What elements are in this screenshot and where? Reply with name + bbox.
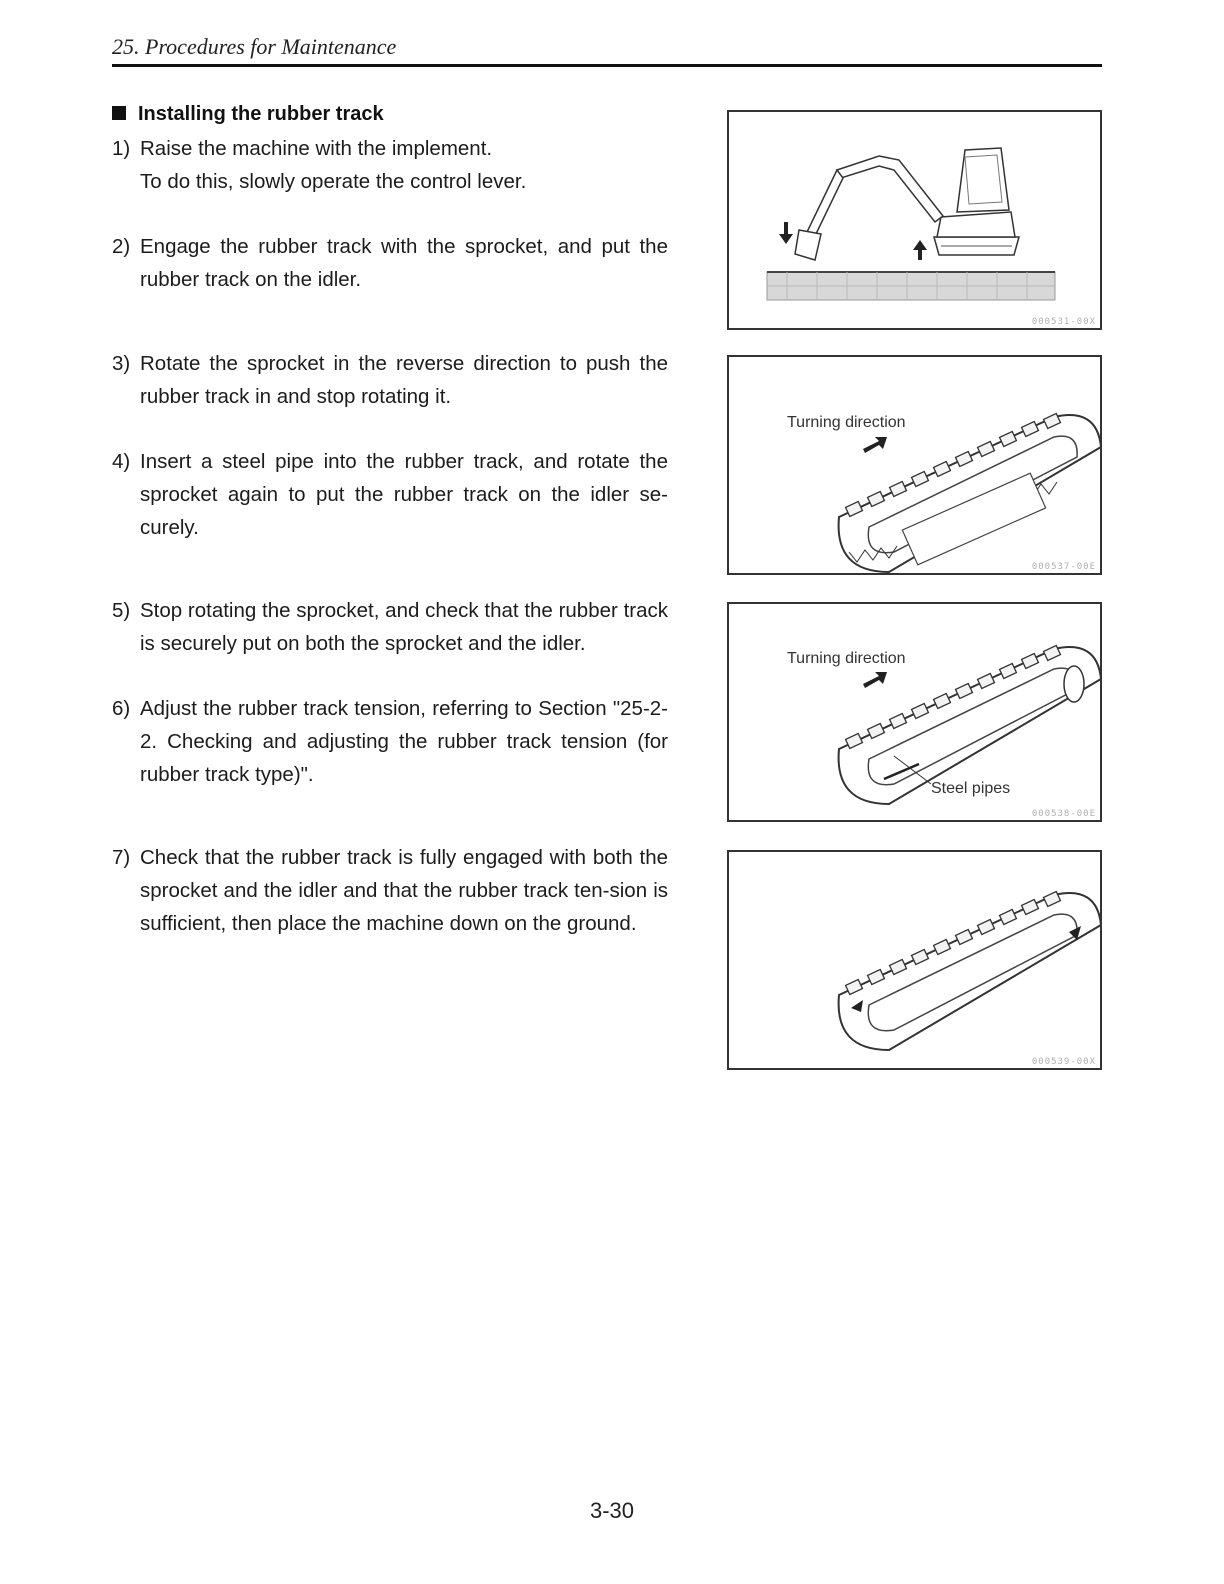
step-text: Insert a steel pipe into the rubber track, and rotate the sprocket again to put the rubber track on the idler se-curely. (140, 450, 668, 539)
step-2 (112, 230, 668, 296)
excavator-illustration (729, 112, 1100, 328)
step-text: Rotate the sprocket in the reverse direction to push the rubber track in and stop rotating it. (140, 352, 668, 408)
step-number: 7) (112, 846, 131, 869)
figure-label: Turning direction (787, 650, 906, 667)
step-number: 4) (112, 450, 131, 473)
down-arrow-icon (779, 222, 793, 244)
step-subtext: To do this, slowly operate the control lever. (140, 170, 527, 193)
page-header-title: 25. Procedures for Maintenance (112, 34, 397, 59)
step-text: Engage the rubber track with the sprocket, and put the rubber track on the idler. (140, 235, 668, 291)
figure-machine-raised (727, 110, 1102, 330)
direction-arrow-icon (863, 672, 887, 688)
step-text: Adjust the rubber track tension, referring to Section "25-2-2. Checking and adjusting the rubber track tension (for rubber track type)". (140, 697, 668, 786)
step-number: 2) (112, 235, 131, 258)
step-7 (112, 841, 668, 940)
figure-label: Turning direction (787, 414, 906, 431)
figure-code: 000538-00E (1031, 809, 1096, 819)
section-heading (112, 103, 384, 126)
up-arrow-icon (913, 240, 927, 260)
step-6 (112, 692, 668, 791)
steel-pipes-callout: Steel pipes (931, 780, 1011, 797)
direction-arrow-icon (863, 437, 887, 453)
rubber-track-steel-pipes-illustration (729, 604, 1100, 820)
rubber-track-illustration (729, 357, 1100, 573)
step-text: Stop rotating the sprocket, and check that the rubber track is securely put on both the sprocket and the idler. (140, 599, 668, 655)
figure-code: 000539-00X (1031, 1057, 1096, 1067)
section-heading-text: Installing the rubber track (138, 103, 384, 125)
step-4 (112, 445, 668, 544)
header-divider (112, 64, 1102, 67)
page-number: 3-30 (589, 1498, 635, 1523)
step-1 (112, 132, 668, 198)
figure-track-engaged (727, 850, 1102, 1070)
step-text: Check that the rubber track is fully engaged with both the sprocket and the idler and that the rubber track ten-sion is sufficient, then place the machine down on the ground. (140, 846, 668, 935)
rubber-track-engaged-illustration (729, 852, 1100, 1068)
figure-steel-pipes (727, 602, 1102, 822)
square-bullet-icon (112, 106, 126, 120)
figure-code: 000531-00X (1031, 317, 1096, 327)
step-5 (112, 594, 668, 660)
figure-turning-direction (727, 355, 1102, 575)
step-number: 5) (112, 599, 131, 622)
step-number: 1) (112, 137, 131, 160)
figure-code: 000537-00E (1031, 562, 1096, 572)
step-number: 3) (112, 352, 131, 375)
step-3 (112, 347, 668, 413)
step-text: Raise the machine with the implement. (140, 137, 493, 160)
step-number: 6) (112, 697, 131, 720)
